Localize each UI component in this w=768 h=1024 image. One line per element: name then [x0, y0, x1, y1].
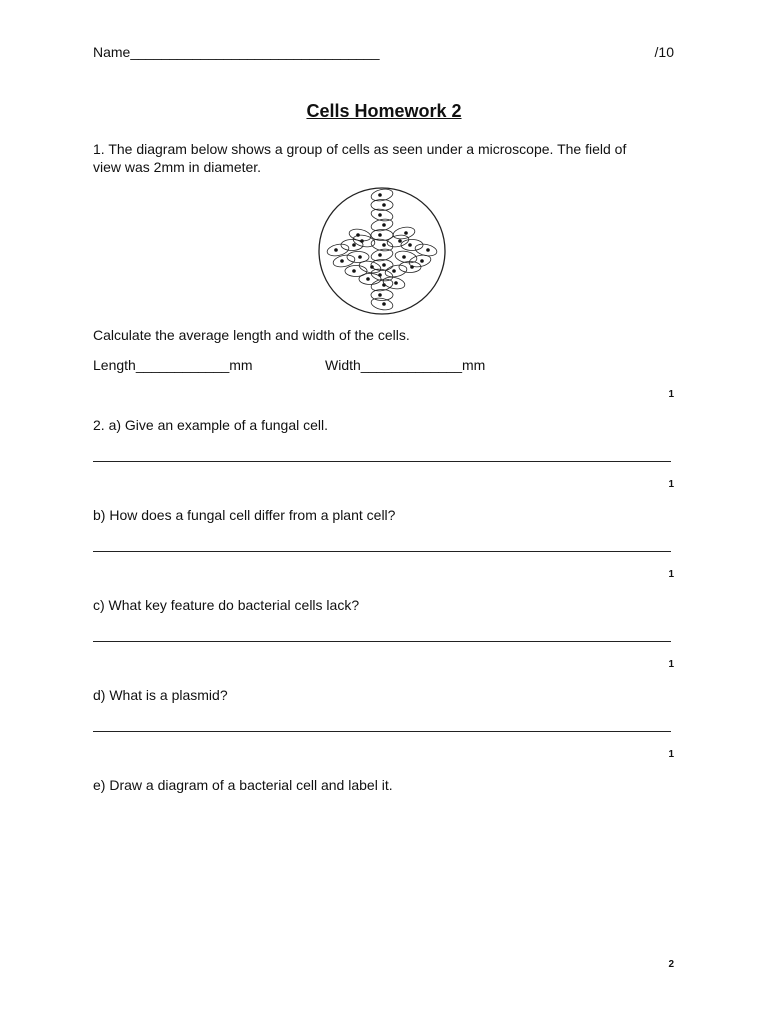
- cell-nucleus: [334, 248, 338, 252]
- cell-outline: [370, 187, 394, 202]
- question-1-prompt: 1. The diagram below shows a group of cells as seen under a microscope. The field of view was 2mm in diameter.: [93, 141, 627, 175]
- answer-line-2a[interactable]: [93, 461, 671, 462]
- cell-nucleus: [352, 269, 356, 273]
- cell-nucleus: [378, 193, 382, 197]
- cell-outline: [359, 274, 381, 285]
- cell-nucleus: [398, 239, 402, 243]
- name-field-label: Name________________________________: [93, 44, 380, 60]
- cell-nucleus: [402, 255, 406, 259]
- cell-outline: [371, 200, 393, 211]
- cell-nucleus: [378, 233, 382, 237]
- cell-nucleus: [382, 263, 386, 267]
- cell-nucleus: [420, 259, 424, 263]
- question-2b-prompt: b) How does a fungal cell differ from a plant cell?: [93, 507, 396, 523]
- length-answer-field[interactable]: Length____________mm: [93, 357, 253, 373]
- page-title: Cells Homework 2: [306, 101, 462, 121]
- cell-nucleus: [378, 213, 382, 217]
- cell-nucleus: [352, 243, 356, 247]
- cell-outline: [371, 260, 393, 271]
- question-2a-prompt: 2. a) Give an example of a fungal cell.: [93, 417, 329, 433]
- question-2d-prompt: d) What is a plasmid?: [93, 687, 228, 703]
- question-2e-prompt: e) Draw a diagram of a bacterial cell and label it.: [93, 777, 393, 793]
- cell-nucleus: [392, 269, 396, 273]
- cell-outline: [382, 275, 406, 290]
- marks-q2a: 1: [668, 479, 674, 490]
- answer-line-2b[interactable]: [93, 551, 671, 552]
- microscope-cells-diagram: [316, 187, 448, 315]
- cell-nucleus: [358, 255, 362, 259]
- cell-nucleus: [408, 243, 412, 247]
- cell-nucleus: [356, 233, 360, 237]
- cell-nucleus: [340, 259, 344, 263]
- question-1-instruction: Calculate the average length and width of the cells.: [93, 327, 410, 343]
- cell-nucleus: [382, 243, 386, 247]
- cell-outline: [341, 240, 363, 251]
- cell-nucleus: [382, 302, 386, 306]
- cell-nucleus: [382, 223, 386, 227]
- cell-outline: [358, 259, 382, 274]
- marks-q2c: 1: [668, 659, 674, 670]
- cell-nucleus: [382, 203, 386, 207]
- cell-outline: [392, 225, 416, 240]
- cell-nucleus: [378, 293, 382, 297]
- drawing-area[interactable]: [93, 800, 671, 950]
- cell-nucleus: [366, 277, 370, 281]
- marks-q1: 1: [668, 389, 674, 400]
- marks-q2b: 1: [668, 569, 674, 580]
- cell-nucleus: [404, 231, 408, 235]
- answer-line-2c[interactable]: [93, 641, 671, 642]
- cell-nucleus: [394, 281, 398, 285]
- marks-q2d: 1: [668, 749, 674, 760]
- cell-nucleus: [410, 265, 414, 269]
- cell-nucleus: [378, 253, 382, 257]
- question-2c-prompt: c) What key feature do bacterial cells lack?: [93, 597, 360, 613]
- marks-q2e: 2: [668, 959, 674, 970]
- cell-nucleus: [370, 265, 374, 269]
- width-answer-field[interactable]: Width_____________mm: [325, 357, 486, 373]
- score-total: /10: [654, 44, 674, 60]
- cell-outline: [386, 233, 410, 248]
- cell-nucleus: [426, 248, 430, 252]
- answer-line-2d[interactable]: [93, 731, 671, 732]
